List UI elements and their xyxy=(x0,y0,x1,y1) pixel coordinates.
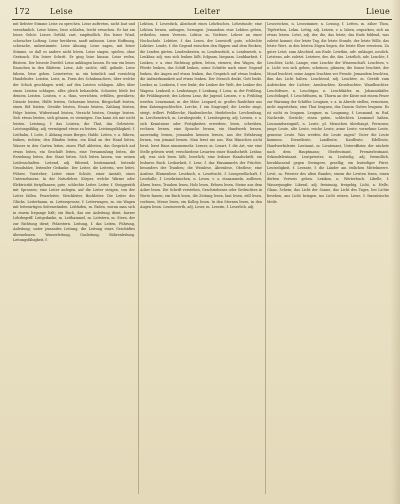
column-2-text: Lektion, f. Lesestück, Abschnitt eines Lehrbuches, Lehrstunde; eine Lektion lernen, aufsagen, hersagen. Jemandem eine Lektion geben, ertheilen, einen Verweis. Lektor, m. Vorleser, Lehrer an einer Hochschule. Lektüre, f. das Lesen, der Lesestoff; gute, schlechte Lektüre. Lende, f. die Gegend zwischen den Rippen und dem Becken; die Lenden gürten. Lendenbraten, m. Lendenstück, n. Lendenweh, n. Lenkbar, adj. was sich lenken läßt, folgsam, biegsam. Lenkbarkeit, f. Lenken, v. a. eine Richtung geben, leiten, steuern; den Wagen, die Pferde lenken, das Schiff lenken, seine Schritte nach einer Gegend lenken, die Augen auf etwas lenken, das Gespräch auf etwas lenken, die Aufmerksamkeit auf etwas lenken. Der Mensch denkt, Gott lenkt. Lenker, m. Lenkerin, f. wer lenkt; der Lenker der Welt, der Lenker des Wagens. Lenkseil, n. Lenkstange, f. Lenkung, f. Lenz, m. der Frühling, die Frühlingszeit; des Lebens Lenz, die Jugend. Lenzen, v. n. Frühling werden. Lenzmonat, m. der März. Leopard, m. großes Raubthier aus dem Katzengeschlechte. Lerche, f. ein Singvogel; die Lerche singt, steigt, trillert. Feldlerche, Haubenlerche, Heidelerche. Lerchenfang, m. Lerchenstrich, m. Lernbegierde, f. Lernbegierig, adj. Lernen, v. a. sich Kenntnisse oder Fertigkeiten erwerben; lesen, schreiben, rechnen lernen, eine Sprache lernen, ein Handwerk lernen, auswendig lernen, jemanden kennen lernen, aus der Erfahrung lernen, von jemand lernen. Man lernt nie aus. Was Hänschen nicht lernt, lernt Hans nimmermehr. Lerner, m. Lesart, f. die Art, wie eine Stelle gelesen wird; verschiedene Lesarten einer Handschrift. Lesbar, adj. was sich lesen läßt, leserlich; eine lesbare Handschrift, ein lesbares Buch. Lesbarkeit, f. Lese, f. das Einsammeln der Früchte, besonders der Trauben; die Weinlese, Ährenlese, Obstlese; eine Auslese, Blumenlese. Lesebuch, n. Lesefrucht, f. Lesegesellschaft, f. Lesehalle, f. Lesekränzchen, n. Lesen, v. a. einsammeln, auflesen; Ähren lesen, Trauben lesen, Holz lesen, Erbsen lesen, Steine aus dem Acker lesen. Die Schrift verstehen, Geschriebenes oder Gedrucktes in Worte fassen; ein Buch lesen, die Zeitung lesen, laut lesen, still lesen, vorlesen, Messe lesen, ein Kolleg lesen. In den Sternen lesen, in den Augen lesen. Lesenswerth, adj. Leser, m. Leserin, f. Leserlich, adj. xyxy=(140,22,262,210)
column-divider-1 xyxy=(138,22,139,494)
running-header xyxy=(14,6,390,18)
header-rule xyxy=(12,19,392,20)
column-1-text: mit liebster Stimme Leise zu sprechen. Leise auftreten, nicht laut und vernehmlich. Leise hören, leise schlafen, leicht erwachen. Er hat ein leises Gehör. Leises Gefühl, zart, empfindlich. Ein leiser Wind, schwacher Luftzug. Leise berühren, sanft anfassen. Leise Hoffnung, schwache, unbestimmte. Leise Ahnung. Leise sagen, mit leiser Stimme, so daß es andere nicht hören. Leise singen, spielen, ohne Geräusch. Ein leiser Schritt. Er ging leise hinaus. Leise reden, flüstern. Der leiseste Zweifel. Leise anklingen lassen. Es war ein leises Rauschen in den Blättern. Leise, Adv. sachte, still, gelinde. Leise fahren, leise gehen. Leisetreter, m. ein heimlich und vorsichtig Handelnder. Leisten, Leist, m. Form des Schuhmachers, über welche der Schuh geschlagen wird; auf den Leisten schlagen. Alles über einen Leisten schlagen, alles gleich behandeln. Schuster, bleib bei deinem Leisten. Leisten, v. a. thun, verrichten, erfüllen, gewähren; Dienste leisten, Hülfe leisten, Gehorsam leisten, Bürgschaft leisten, einen Eid leisten, Gewähr leisten, Ersatz leisten, Zahlung leisten, Folge leisten, Widerstand leisten, Verzicht leisten, Genüge leisten. Sich etwas leisten, sich gönnen, es vermögen. Das kann ich mir nicht leisten. Leistung, f. das Leisten, die That, das Geleistete. Leistungsfähig, adj. vermögend etwas zu leisten. Leistungsfähigkeit, f. Leitbahn, f. Leite, f. Abhang eines Berges, Halde. Leiten, v. a. führen, lenken, richten; den Blinden leiten, ein Kind an der Hand leiten, Wasser in den Garten leiten, einen Fluß ableiten, das Gespräch auf etwas leiten, ein Geschäft leiten, eine Versammlung leiten, die Erziehung leiten, den Staat leiten. Sich leiten lassen, von seinen Leidenschaften. Leitend, adj. führend, bestimmend; leitende Grundsätze, leitender Gedanke. Der Leiter, die Leiterin, wer leitet, Führer, Vorsteher; Leiter einer Schule, einer Anstalt, eines Unternehmens. In der Naturlehre: Körper, welche Wärme oder Elektricität fortpflanzen; gute, schlechte Leiter. Leiter, f. Steiggeräth mit Sprossen; eine Leiter anlegen, auf die Leiter steigen, von der Leiter fallen. Feuerleiter, Strickleiter, Bockleiter. Die Leiter des Glücks. Leiterbaum, m. Leitersprosse, f. Leiterwagen, m. ein Wagen mit leiterartigen Seitenwänden. Leitfaden, m. Faden, woran man sich in einem Irrgange hält; ein Buch, das zur Anleitung dient, kurzer Lehrbegriff. Leitgedanke, m. Leithammel, m. Leitstern, m. Stern, der zur Richtung dient; Polarstern. Leitung, f. das Leiten, Führung, Anleitung; unter jemandes Leitung, die Leitung eines Geschäftes übernehmen. Wasserleitung, Gasleitung, Röhrenleitung. Leitungsfähigkeit, f. xyxy=(13,22,135,243)
page-edge-shadow xyxy=(390,0,400,504)
guide-word-center: Leiter xyxy=(194,7,221,16)
text-column-1 xyxy=(13,22,135,494)
column-3-text: Lesezeichen, n. Lesezimmer, n. Lesung, f. Letten, m. zäher Thon, Töpferthon, Lehm. Lettig, adj. Letzen, v. a. laben, erquicken; sich an etwas letzen. Letzt, adj. der, die, das letzte; das Ende bildend, was zuletzt kommt; der letzte Tag, die letzte Stunde, der letzte Wille, das letzte Wort, in den letzten Zügen liegen, die letzte Ehre erweisen. Zu guter Letzt, zum Abschied, am Ende. Letzthin, adv. unlängst, neulich. Letztens, adv. zuletzt. Letztere, der, die, das. Letztlich, adv. Leuchte, f. Leuchter, Licht, Lampe; eine Leuchte der Wissenschaft. Leuchten, v. n. Licht von sich geben, scheinen, glänzen; die Sonne leuchtet, der Mond leuchtet, seine Augen leuchten vor Freude. Jemandem leuchten, ihm das Licht halten. Leuchtend, adj. Leuchter, m. Geräth zum Aufstecken der Lichter; Armleuchter, Kronleuchter, Wandleuchter. Leuchtfeuer, n. Leuchtgas, n. Leuchtkäfer, m. Johanniskäfer. Leuchtkugel, f. Leuchtthurm, m. Thurm an der Küste mit einem Feuer zur Warnung der Schiffer. Leugnen, v. a. in Abrede stellen, verneinen, nicht zugestehen; eine That leugnen, das Dasein Gottes leugnen. Es ist nicht zu leugnen. Leugner, m. Leugnung, f. Leumund, m. Ruf, Nachrede, Gerücht; einen guten, schlechten Leumund haben. Leumundszeugniß, n. Leute, pl. Menschen überhaupt, Personen; junge Leute, alte Leute, reiche Leute, arme Leute, vornehme Leute, gemeine Leute. Was werden die Leute sagen? Unter die Leute kommen. Dienstleute, Landleute, Kaufleute, Edelleute, Handwerksleute. Leutnant, m. Lieutenant, Unteroffizier, der nächste nach dem Hauptmann; Oberleutnant, Premierleutnant, Sekondeleutnant. Leutpriester, m. Leutselig, adj. freundlich, herablassend gegen Geringere, gesellig; ein leutseliger Fürst. Leutseligkeit, f. Levante, f. die Länder am östlichen Mittelmeere. Levit, m. Priester des alten Bundes; einem die Leviten lesen, einen derben Verweis geben. Lexikon, n. Wörterbuch. Libelle, f. Wasserjungfer. Liberal, adj. freisinnig, freigebig. Licht, n. Helle, Glanz, Schein; das Licht der Sonne, das Licht des Tages, bei Lichte besehen, ans Licht bringen, ins Licht setzen. Lieue, f. französische Meile. xyxy=(267,22,389,204)
column-divider-2 xyxy=(265,22,266,494)
guide-word-right: Lieue xyxy=(366,7,390,16)
text-column-2 xyxy=(140,22,262,494)
page-number: 172 xyxy=(14,7,31,16)
text-column-3 xyxy=(267,22,389,494)
guide-word-left: Leise xyxy=(50,7,73,16)
